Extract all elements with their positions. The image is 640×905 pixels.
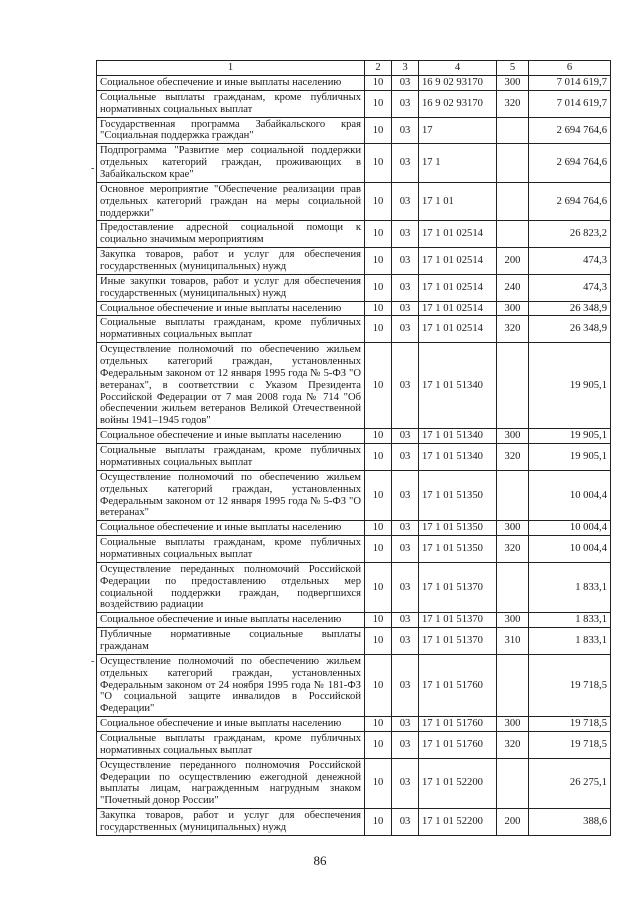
row-section-cell: 10 — [365, 562, 392, 612]
row-subsection-cell: 03 — [392, 301, 419, 316]
row-subsection-cell: 03 — [392, 444, 419, 471]
row-section-cell: 10 — [365, 470, 392, 520]
row-name-cell: Иные закупки товаров, работ и услуг для обеспечения государственных (муниципальных) нужд — [97, 274, 365, 301]
table-row — [97, 444, 611, 471]
header-cell: 5 — [497, 61, 529, 76]
row-subsection-cell: 03 — [392, 248, 419, 275]
table-row — [97, 144, 611, 183]
row-expense-type-cell: 300 — [497, 521, 529, 536]
row-subsection-cell: 03 — [392, 521, 419, 536]
row-section-cell: 10 — [365, 628, 392, 655]
row-section-cell: 10 — [365, 301, 392, 316]
row-expense-type-cell — [497, 144, 529, 183]
table-row — [97, 76, 611, 91]
row-amount-cell: 10 004,4 — [529, 536, 611, 563]
row-expense-type-cell — [497, 470, 529, 520]
table-row — [97, 117, 611, 144]
row-amount-cell: 19 905,1 — [529, 343, 611, 429]
row-expense-type-cell: 320 — [497, 316, 529, 343]
row-target-article-cell: 17 1 01 51370 — [419, 628, 497, 655]
row-expense-type-cell: 300 — [497, 301, 529, 316]
row-subsection-cell: 03 — [392, 809, 419, 836]
row-target-article-cell: 17 — [419, 117, 497, 144]
table-row — [97, 758, 611, 808]
row-amount-cell: 2 694 764,6 — [529, 144, 611, 183]
row-name-cell: Социальное обеспечение и иные выплаты населению — [97, 521, 365, 536]
table-row — [97, 316, 611, 343]
row-name-cell: Осуществление полномочий по обеспечению жильем отдельных категорий граждан, установленных Федеральным законом от 12 января 1995 года № 5-ФЗ "О ветеранах", в соответствии с Указом Президента Российской Федерации от 7 мая 2008 года № 714 "Об обеспечении жильем ветеранов Великой Отечественной войны 1941–1945 годов" — [97, 343, 365, 429]
row-name-cell: Осуществление переданного полномочия Российской Федерации по осуществлению ежегодной денежной выплаты лицам, награжденным нагрудным знаком "Почетный донор России" — [97, 758, 365, 808]
header-cell: 3 — [392, 61, 419, 76]
row-target-article-cell: 17 1 01 51760 — [419, 654, 497, 716]
row-subsection-cell: 03 — [392, 731, 419, 758]
row-target-article-cell: 17 1 01 51340 — [419, 343, 497, 429]
row-section-cell: 10 — [365, 521, 392, 536]
row-amount-cell: 19 718,5 — [529, 731, 611, 758]
row-target-article-cell: 17 1 01 51370 — [419, 613, 497, 628]
row-target-article-cell: 17 1 01 02514 — [419, 221, 497, 248]
row-name-cell: Закупка товаров, работ и услуг для обеспечения государственных (муниципальных) нужд — [97, 809, 365, 836]
row-section-cell: 10 — [365, 613, 392, 628]
row-section-cell: 10 — [365, 221, 392, 248]
row-section-cell: 10 — [365, 429, 392, 444]
row-section-cell: 10 — [365, 248, 392, 275]
row-amount-cell: 474,3 — [529, 274, 611, 301]
row-amount-cell: 19 718,5 — [529, 717, 611, 732]
header-cell: 4 — [419, 61, 497, 76]
table-row — [97, 731, 611, 758]
row-section-cell: 10 — [365, 76, 392, 91]
row-subsection-cell: 03 — [392, 144, 419, 183]
row-name-cell: Социальное обеспечение и иные выплаты населению — [97, 429, 365, 444]
header-cell: 6 — [529, 61, 611, 76]
row-amount-cell: 10 004,4 — [529, 521, 611, 536]
header-cell: 1 — [97, 61, 365, 76]
row-name-cell: Социальное обеспечение и иные выплаты населению — [97, 301, 365, 316]
row-name-cell: Социальные выплаты гражданам, кроме публичных нормативных социальных выплат — [97, 536, 365, 563]
row-subsection-cell: 03 — [392, 274, 419, 301]
row-target-article-cell: 17 1 01 51760 — [419, 717, 497, 732]
row-expense-type-cell: 320 — [497, 444, 529, 471]
row-target-article-cell: 17 1 01 02514 — [419, 316, 497, 343]
table-row — [97, 182, 611, 221]
row-subsection-cell: 03 — [392, 470, 419, 520]
row-target-article-cell: 17 1 01 51350 — [419, 470, 497, 520]
row-name-cell: Социальные выплаты гражданам, кроме публичных нормативных социальных выплат — [97, 316, 365, 343]
row-target-article-cell: 17 1 01 52200 — [419, 809, 497, 836]
row-section-cell: 10 — [365, 717, 392, 732]
row-expense-type-cell: 240 — [497, 274, 529, 301]
row-subsection-cell: 03 — [392, 536, 419, 563]
row-amount-cell: 26 823,2 — [529, 221, 611, 248]
row-target-article-cell: 17 1 01 02514 — [419, 274, 497, 301]
table-row — [97, 90, 611, 117]
row-name-cell: Социальное обеспечение и иные выплаты населению — [97, 717, 365, 732]
row-section-cell: 10 — [365, 731, 392, 758]
table-row — [97, 221, 611, 248]
row-amount-cell: 2 694 764,6 — [529, 182, 611, 221]
table-row — [97, 654, 611, 716]
row-expense-type-cell: 300 — [497, 76, 529, 91]
row-section-cell: 10 — [365, 536, 392, 563]
table-row — [97, 628, 611, 655]
row-amount-cell: 1 833,1 — [529, 628, 611, 655]
row-section-cell: 10 — [365, 343, 392, 429]
header-cell: 2 — [365, 61, 392, 76]
row-section-cell: 10 — [365, 654, 392, 716]
row-amount-cell: 474,3 — [529, 248, 611, 275]
row-name-cell: Социальные выплаты гражданам, кроме публичных нормативных социальных выплат — [97, 90, 365, 117]
row-target-article-cell: 17 1 01 02514 — [419, 248, 497, 275]
row-name-cell: Закупка товаров, работ и услуг для обеспечения государственных (муниципальных) нужд — [97, 248, 365, 275]
row-expense-type-cell — [497, 562, 529, 612]
row-subsection-cell: 03 — [392, 429, 419, 444]
row-section-cell: 10 — [365, 809, 392, 836]
row-name-cell: Предоставление адресной социальной помощи к социально значимым мероприятиям — [97, 221, 365, 248]
row-name-cell: Подпрограмма "Развитие мер социальной поддержки отдельных категорий граждан, проживающих в Забайкальском крае" — [97, 144, 365, 183]
row-amount-cell: 1 833,1 — [529, 562, 611, 612]
row-target-article-cell: 16 9 02 93170 — [419, 76, 497, 91]
table-row — [97, 562, 611, 612]
table-header-row — [97, 61, 611, 76]
row-amount-cell: 19 905,1 — [529, 429, 611, 444]
row-amount-cell: 19 718,5 — [529, 654, 611, 716]
row-subsection-cell: 03 — [392, 562, 419, 612]
table-row — [97, 470, 611, 520]
row-name-cell: Публичные нормативные социальные выплаты гражданам — [97, 628, 365, 655]
row-expense-type-cell — [497, 343, 529, 429]
row-subsection-cell: 03 — [392, 717, 419, 732]
row-amount-cell: 2 694 764,6 — [529, 117, 611, 144]
row-target-article-cell: 17 1 01 52200 — [419, 758, 497, 808]
row-amount-cell: 1 833,1 — [529, 613, 611, 628]
row-expense-type-cell: 300 — [497, 429, 529, 444]
row-subsection-cell: 03 — [392, 90, 419, 117]
row-target-article-cell: 17 1 01 51760 — [419, 731, 497, 758]
page-number: 86 — [313, 853, 327, 868]
row-section-cell: 10 — [365, 90, 392, 117]
table-row — [97, 717, 611, 732]
row-amount-cell: 10 004,4 — [529, 470, 611, 520]
row-section-cell: 10 — [365, 316, 392, 343]
row-amount-cell: 388,6 — [529, 809, 611, 836]
table-row — [97, 809, 611, 836]
table-row — [97, 429, 611, 444]
row-target-article-cell: 17 1 01 51340 — [419, 444, 497, 471]
table-row — [97, 536, 611, 563]
row-name-cell: Основное мероприятие "Обеспечение реализации прав отдельных категорий граждан на меры социальной поддержки" — [97, 182, 365, 221]
row-subsection-cell: 03 — [392, 343, 419, 429]
row-subsection-cell: 03 — [392, 628, 419, 655]
row-name-cell: Социальное обеспечение и иные выплаты населению — [97, 76, 365, 91]
row-amount-cell: 26 348,9 — [529, 316, 611, 343]
row-expense-type-cell — [497, 182, 529, 221]
row-section-cell: 10 — [365, 274, 392, 301]
row-amount-cell: 7 014 619,7 — [529, 90, 611, 117]
table-row — [97, 248, 611, 275]
table-row — [97, 521, 611, 536]
row-expense-type-cell: 310 — [497, 628, 529, 655]
row-subsection-cell: 03 — [392, 613, 419, 628]
row-expense-type-cell — [497, 221, 529, 248]
row-target-article-cell: 17 1 01 51350 — [419, 536, 497, 563]
row-subsection-cell: 03 — [392, 758, 419, 808]
table-row — [97, 274, 611, 301]
row-expense-type-cell: 320 — [497, 90, 529, 117]
row-name-cell: Осуществление полномочий по обеспечению жильем отдельных категорий граждан, установленных Федеральным законом от 24 ноября 1995 года № 181-ФЗ "О социальной защите инвалидов в Российской Федерации" — [97, 654, 365, 716]
row-name-cell: Социальное обеспечение и иные выплаты населению — [97, 613, 365, 628]
row-name-cell: Осуществление полномочий по обеспечению жильем отдельных категорий граждан, установленных Федеральным законом от 12 января 1995 года № 5-ФЗ "О ветеранах" — [97, 470, 365, 520]
table-row — [97, 343, 611, 429]
row-subsection-cell: 03 — [392, 316, 419, 343]
row-subsection-cell: 03 — [392, 654, 419, 716]
row-expense-type-cell: 200 — [497, 809, 529, 836]
row-section-cell: 10 — [365, 117, 392, 144]
row-name-cell: Осуществление переданных полномочий Российской Федерации по предоставлению отдельных мер социальной поддержки граждан, подвергшихся воздействию радиации — [97, 562, 365, 612]
table-row — [97, 301, 611, 316]
row-section-cell: 10 — [365, 444, 392, 471]
row-target-article-cell: 17 1 01 51350 — [419, 521, 497, 536]
row-expense-type-cell: 320 — [497, 731, 529, 758]
row-name-cell: Социальные выплаты гражданам, кроме публичных нормативных социальных выплат — [97, 731, 365, 758]
row-section-cell: 10 — [365, 182, 392, 221]
row-subsection-cell: 03 — [392, 221, 419, 248]
table-row — [97, 613, 611, 628]
scan-mark: - — [91, 163, 95, 174]
row-subsection-cell: 03 — [392, 76, 419, 91]
row-expense-type-cell: 320 — [497, 536, 529, 563]
row-amount-cell: 26 275,1 — [529, 758, 611, 808]
budget-table — [96, 60, 611, 836]
row-target-article-cell: 16 9 02 93170 — [419, 90, 497, 117]
row-subsection-cell: 03 — [392, 117, 419, 144]
row-subsection-cell: 03 — [392, 182, 419, 221]
row-expense-type-cell: 300 — [497, 613, 529, 628]
row-expense-type-cell — [497, 654, 529, 716]
row-target-article-cell: 17 1 01 02514 — [419, 301, 497, 316]
row-amount-cell: 19 905,1 — [529, 444, 611, 471]
row-amount-cell: 7 014 619,7 — [529, 76, 611, 91]
row-expense-type-cell: 300 — [497, 717, 529, 732]
row-target-article-cell: 17 1 — [419, 144, 497, 183]
row-amount-cell: 26 348,9 — [529, 301, 611, 316]
row-section-cell: 10 — [365, 758, 392, 808]
row-expense-type-cell — [497, 758, 529, 808]
row-target-article-cell: 17 1 01 51370 — [419, 562, 497, 612]
row-name-cell: Социальные выплаты гражданам, кроме публичных нормативных социальных выплат — [97, 444, 365, 471]
row-target-article-cell: 17 1 01 — [419, 182, 497, 221]
scan-mark: - — [91, 656, 95, 667]
row-expense-type-cell — [497, 117, 529, 144]
row-section-cell: 10 — [365, 144, 392, 183]
row-name-cell: Государственная программа Забайкальского края "Социальная поддержка граждан" — [97, 117, 365, 144]
row-target-article-cell: 17 1 01 51340 — [419, 429, 497, 444]
row-expense-type-cell: 200 — [497, 248, 529, 275]
